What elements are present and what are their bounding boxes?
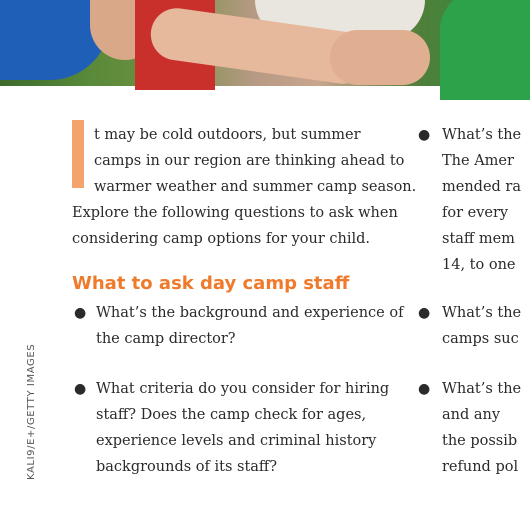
right-line: camps suc [442,331,519,347]
photo-hand [330,30,430,85]
right-line: What’s the [442,305,522,321]
intro-line: considering camp options for your child. [72,231,370,247]
list-item [72,300,402,352]
bullet-line: What’s the background and experience of [96,305,404,321]
intro-line: t may be cold outdoors, but summer [94,127,361,143]
intro-line: Explore the following questions to ask when [72,205,398,221]
right-line: staff mem [442,231,515,247]
right-line: mended ra [442,179,521,195]
intro-line: camps in our region are thinking ahead to [94,153,405,169]
intro-paragraph [72,122,417,252]
bullet-line: the camp director? [96,331,236,347]
right-line: for every [442,205,509,221]
right-line: The Amer [442,153,514,169]
photo-green-shirt [440,0,530,100]
bullet-icon: ● [74,381,87,397]
bullet-icon: ● [74,305,87,321]
bullet-line: What criteria do you consider for hiring [96,381,390,397]
photo-credit: KALI9/E+/GETTY IMAGES [26,343,37,480]
right-line: What’s the [442,127,522,143]
section-heading: What to ask day camp staff [72,273,350,294]
right-line: the possib [442,433,518,449]
bullet-icon: ● [418,127,431,143]
list-item [72,376,402,480]
bullet-line: staff? Does the camp check for ages, [96,407,367,423]
right-line: refund pol [442,459,519,475]
right-line: What’s the [442,381,522,397]
bullet-icon: ● [418,305,431,321]
right-line: 14, to one [442,257,516,273]
bullet-line: backgrounds of its staff? [96,459,277,475]
bullet-icon: ● [418,381,431,397]
header-photo [0,0,512,86]
bullet-line: experience levels and criminal history [96,433,377,449]
intro-line: warmer weather and summer camp season. [94,179,417,195]
right-line: and any [442,407,501,423]
